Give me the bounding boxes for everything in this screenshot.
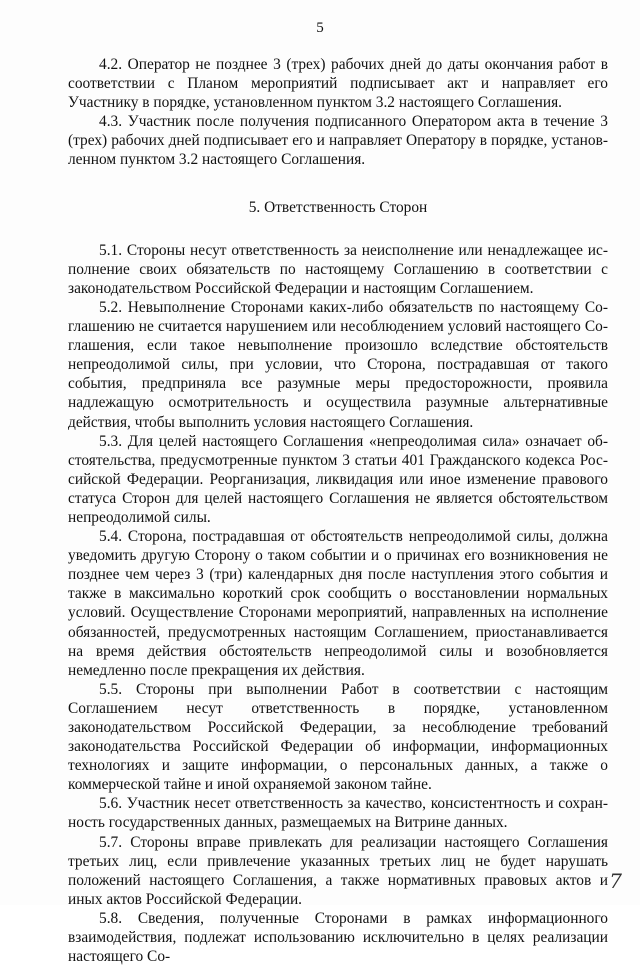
paragraph-5-3: 5.3. Для целей настоящего Соглашения «непреодолимая сила» означает обстоятельства, предусмотренные пунктом 3 статьи 401 Гражданского кодекса Российской Федерации. Реорганизация, ликвидация или иное изменение правового статуса Сторон для целей настоящего Соглашения не является обстоятельством непреодолимой силы.	[68, 432, 608, 526]
paragraph-5-5: 5.5. Стороны при выполнении Работ в соответствии с настоящим Соглашением несут ответственность в порядке, установленном законодательством Российской Федерации, за несоблюдение требований законодательства Российской Федерации об информации, информационных технологиях и защите информации, о персональных данных, а также о коммерческой тайне и иной охраняемой законом тайне.	[68, 680, 608, 794]
section-title: 5. Ответственность Сторон	[248, 198, 428, 216]
paragraph-5-7: 5.7. Стороны вправе привлекать для реализации настоящего Соглашения третьих лиц, если привлечение указанных третьих лиц не будет нарушать положений настоящего Соглашения, а также нормативных правовых актов и иных актов Российской Федерации.	[68, 833, 608, 908]
paragraph-5-6: 5.6. Участник несет ответственность за качество, консистентность и сохранность государственных данных, размещаемых на Витрине данных.	[68, 795, 608, 832]
paragraph-5-2: 5.2. Невыполнение Сторонами каких-либо обязательств по настоящему Соглашению не считается нарушением или несоблюдением условий настоящего Соглашения, если такое невыполнение произошло вследствие обстоятельств непреодолимой силы, при условии, что Сторона, пострадавшая от такого события, предприняла все разумные меры предосторожности, проявила надлежащую осмотрительность и осуществила разумные альтернативные действия, чтобы выполнить условия настоящего Соглашения.	[68, 298, 608, 431]
paragraph-5-4: 5.4. Сторона, пострадавшая от обстоятельств непреодолимой силы, должна уведомить другую Сторону о таком событии и о причинах его возникновения не позднее чем через 3 (три) календарных дня после наступления этого события и также в максимально короткий срок сообщить о восстановлении нормальных условий. Осуществление Сторонами мероприятий, направленных на исполнение обязанностей, предусмотренных настоящим Соглашением, приостанавливается на время действия обстоятельств непреодолимой силы и возобновляется немедленно после прекращения их действия.	[68, 528, 608, 679]
paragraph-4-3: 4.3. Участник после получения подписанного Оператором акта в течение 3 (трех) рабочих дней подписывает его и направляет Оператору в порядке, установленном пунктом 3.2 настоящего Соглашения.	[68, 113, 608, 169]
handwritten-page-mark: 7	[609, 869, 622, 893]
paragraph-5-8: 5.8. Сведения, полученные Сторонами в рамках информационного взаимодействия, подлежат использованию исключительно в целях реализации настоящего Со-	[68, 909, 608, 966]
page-number: 5	[316, 20, 324, 36]
document-body	[68, 55, 608, 966]
paragraph-5-1: 5.1. Стороны несут ответственность за неисполнение или ненадлежащее исполнение своих обязательств по настоящему Соглашению в соответствии с законодательством Российской Федерации и настоящим Соглашением.	[68, 241, 608, 297]
paragraph-4-2: 4.2. Оператор не позднее 3 (трех) рабочих дней до даты окончания работ в соответствии с Планом мероприятий подписывает акт и направляет его Участнику в порядке, установленном пунктом 3.2 настоящего Соглашения.	[68, 56, 608, 112]
